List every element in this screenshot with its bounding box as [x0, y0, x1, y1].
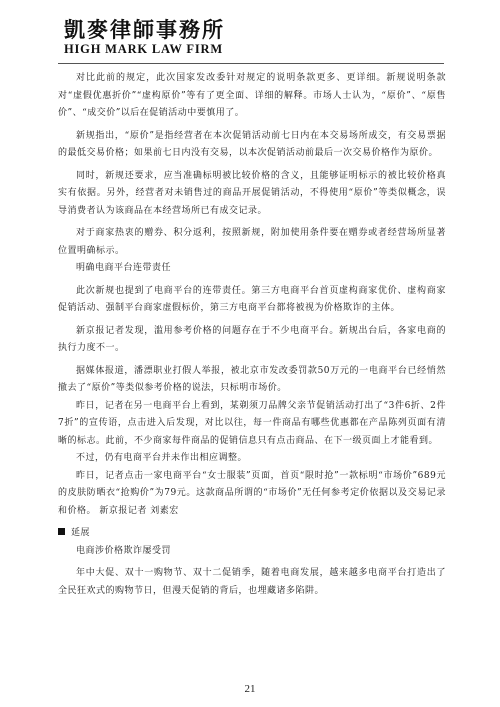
- extension-heading: [58, 525, 446, 543]
- section-subheading: 电商涉价格欺诈屡受罚: [76, 545, 172, 556]
- paragraph: 不过，仍有电商平台并未作出相应调整。: [76, 453, 248, 463]
- extension-heading-label: 延展: [71, 528, 91, 538]
- section-subheading: 明确电商平台连带责任: [76, 263, 172, 273]
- paragraph: 对比此前的规定，此次国家发改委针对规定的说明条款更多、更详细。新规说明条款对“虚假优惠折价”“虚构原价”等有了更全面、详细的解释。市场人士认为，“原价”、“原售价”、“成交价”以后在促销活动中要慎用了。: [58, 73, 446, 118]
- document-body: [58, 70, 446, 605]
- paragraph: 新规指出，“原价”是指经营者在本次促销活动前七日内在本交易场所成交，有交易票据的最低交易价格；如果前七日内没有交易，以本次促销活动前最后一次交易价格作为原价。: [58, 130, 446, 158]
- header-divider: [58, 63, 444, 64]
- paragraph: 年中大促、双十一购物节、双十二促销季，随着电商发展，越来越多电商平台打造出了全民狂欢式的购物节日，但漫天促销的背后，也埋藏诸多陷阱。: [58, 568, 446, 596]
- letterhead: [64, 18, 264, 57]
- paragraph: 昨日，记者在另一电商平台上看到，某剃须刀品牌父亲节促销活动打出了“3件6折、2件7折”的宣传语，点击进入后发现，对比以往，每一件商品有哪些优惠都在产品陈列页面有清晰的标志。此前，不少商家每件商品的促销信息只有点击商品、在下一级页面上才能看到。: [58, 400, 446, 446]
- paragraph: 据媒体报道，潘漂职业打假人举报，被北京市发改委罚款50万元的一电商平台已经悄然撤去了“原价”等类似参考价格的说法，只标明市场价。: [58, 365, 446, 393]
- page-number: 21: [244, 683, 256, 695]
- paragraph: 此次新规也提到了电商平台的连带责任。第三方电商平台首页虚构商家优价、虚构商家促销活动、强制平台商家虚假标价，第三方电商平台都将被视为价格欺诈的主体。: [58, 285, 446, 313]
- firm-logo-english: HIGH MARK LAW FIRM: [64, 42, 223, 56]
- paragraph: 新京报记者发现，滥用参考价格的问题存在于不少电商平台。新规出台后，各家电商的执行力度不一。: [58, 325, 446, 353]
- paragraph: 对于商家热衷的赠券、积分返利，按照新规，附加使用条件要在赠券或者经营场所显著位置明确标示。: [58, 228, 446, 256]
- paragraph: 昨日，记者点击一家电商平台“女士服装”页面，首页“限时抢”一款标明“市场价”689元的皮肤防晒衣“抢购价”为79元。这款商品所谓的“市场价”无任何参考定价依据以及交易记录和价格。 新京报记者 刘素宏: [58, 470, 446, 516]
- square-bullet-icon: [58, 528, 65, 535]
- paragraph: 同时，新规还要求，应当准确标明被比较价格的含义，且能够证明标示的被比较价格真实有依据。另外，经营者对未销售过的商品开展促销活动，不得使用“原价”等类似概念，误导消费者认为该商品在本经营场所已有成交记录。: [58, 170, 446, 216]
- firm-logo-chinese: 凱麥律師事務所: [64, 17, 225, 42]
